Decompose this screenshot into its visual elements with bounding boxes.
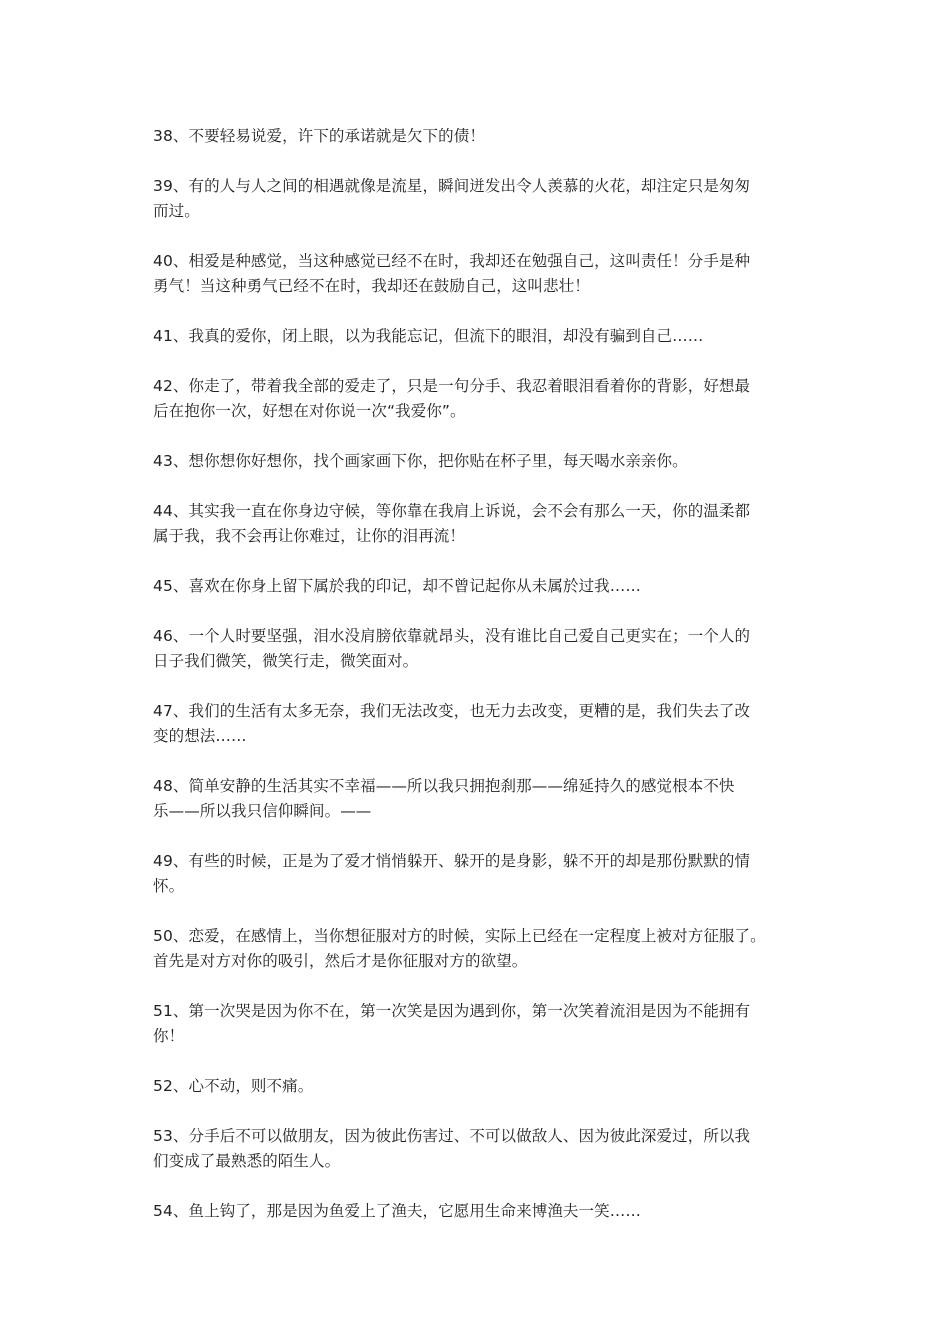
quote-entry-38 bbox=[153, 124, 808, 149]
quote-line: 而过。 bbox=[153, 202, 200, 220]
quote-line: 45、喜欢在你身上留下属於我的印记，却不曾记起你从未属於过我…… bbox=[153, 577, 641, 595]
quote-line: 46、一个人时要坚强，泪水没肩膀依靠就昂头，没有谁比自己爱自己更实在；一个人的 bbox=[153, 627, 751, 645]
quote-line: 49、有些的时候，正是为了爱才悄悄躲开、躲开的是身影，躲不开的却是那份默默的情 bbox=[153, 852, 751, 870]
quote-entry-39 bbox=[153, 174, 808, 224]
quote-line: 们变成了最熟悉的陌生人。 bbox=[153, 1152, 341, 1170]
quote-line: 乐——所以我只信仰瞬间。—— bbox=[153, 802, 372, 820]
quote-line: 39、有的人与人之间的相遇就像是流星，瞬间迸发出令人羡慕的火花，却注定只是匆匆 bbox=[153, 177, 751, 195]
quote-line: 你！ bbox=[153, 1027, 185, 1045]
quote-entry-51 bbox=[153, 999, 808, 1049]
quote-entry-40 bbox=[153, 249, 808, 299]
quote-entry-50 bbox=[153, 924, 808, 974]
quote-line: 50、恋爱，在感情上，当你想征服对方的时候，实际上已经在一定程度上被对方征服了。 bbox=[153, 927, 766, 945]
quote-line: 54、鱼上钩了，那是因为鱼爱上了渔夫，它愿用生命来博渔夫一笑…… bbox=[153, 1202, 641, 1220]
quote-entry-43 bbox=[153, 449, 808, 474]
quote-line: 勇气！当这种勇气已经不在时，我却还在鼓励自己，这叫悲壮！ bbox=[153, 277, 590, 295]
quote-entry-52 bbox=[153, 1074, 808, 1099]
quote-entry-53 bbox=[153, 1124, 808, 1174]
quote-entry-54 bbox=[153, 1199, 808, 1224]
quote-line: 日子我们微笑，微笑行走，微笑面对。 bbox=[153, 652, 419, 670]
quote-entry-42 bbox=[153, 374, 808, 424]
quote-line: 属于我，我不会再让你难过，让你的泪再流！ bbox=[153, 527, 466, 545]
quote-line: 48、简单安静的生活其实不幸福——所以我只拥抱刹那——绵延持久的感觉根本不快 bbox=[153, 777, 735, 795]
quote-entry-48 bbox=[153, 774, 808, 824]
quote-line: 后在抱你一次，好想在对你说一次“我爱你”。 bbox=[153, 402, 466, 420]
quote-line: 38、不要轻易说爱，许下的承诺就是欠下的债！ bbox=[153, 127, 485, 145]
quote-entry-49 bbox=[153, 849, 808, 899]
quote-line: 变的想法…… bbox=[153, 727, 247, 745]
quote-line: 52、心不动，则不痛。 bbox=[153, 1077, 314, 1095]
quote-line: 41、我真的爱你，闭上眼，以为我能忘记，但流下的眼泪，却没有骗到自己…… bbox=[153, 327, 704, 345]
quote-line: 42、你走了，带着我全部的爱走了，只是一句分手、我忍着眼泪看着你的背影，好想最 bbox=[153, 377, 751, 395]
quote-line: 首先是对方对你的吸引，然后才是你征服对方的欲望。 bbox=[153, 952, 528, 970]
quote-entry-47 bbox=[153, 699, 808, 749]
quote-list bbox=[153, 124, 808, 1249]
quote-entry-41 bbox=[153, 324, 808, 349]
quote-line: 51、第一次哭是因为你不在，第一次笑是因为遇到你，第一次笑着流泪是因为不能拥有 bbox=[153, 1002, 751, 1020]
quote-line: 43、想你想你好想你，找个画家画下你，把你贴在杯子里，每天喝水亲亲你。 bbox=[153, 452, 688, 470]
quote-line: 44、其实我一直在你身边守候，等你靠在我肩上诉说，会不会有那么一天，你的温柔都 bbox=[153, 502, 751, 520]
quote-line: 怀。 bbox=[153, 877, 185, 895]
quote-entry-45 bbox=[153, 574, 808, 599]
quote-entry-44 bbox=[153, 499, 808, 549]
quote-line: 40、相爱是种感觉，当这种感觉已经不在时，我却还在勉强自己，这叫责任！分手是种 bbox=[153, 252, 751, 270]
quote-entry-46 bbox=[153, 624, 808, 674]
quote-line: 47、我们的生活有太多无奈，我们无法改变，也无力去改变，更糟的是，我们失去了改 bbox=[153, 702, 751, 720]
quote-line: 53、分手后不可以做朋友，因为彼此伤害过、不可以做敌人、因为彼此深爱过，所以我 bbox=[153, 1127, 751, 1145]
